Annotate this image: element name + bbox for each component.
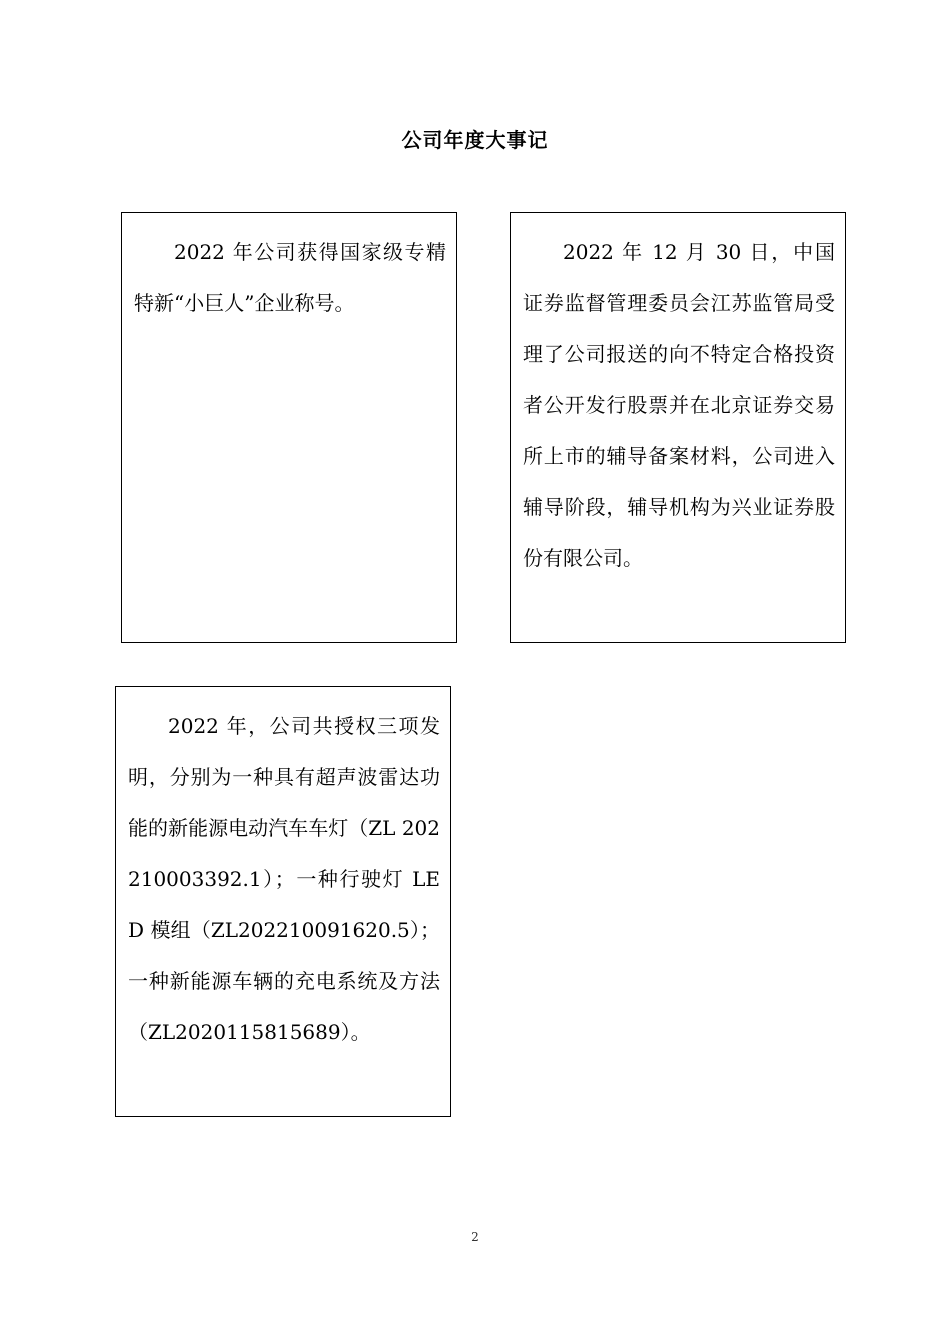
event-text: 2022 年，公司共授权三项发明，分别为一种具有超声波雷达功能的新能源电动汽车车灯（ZL 202210003392.1）；一种行驶灯 LED 模组（ZL202210091620.5）；一种新能源车辆的充电系统及方法（ZL2020115815689）。 [128, 714, 440, 1044]
event-text: 2022 年 12 月 30 日，中国证券监督管理委员会江苏监管局受理了公司报送的向不特定合格投资者公开发行股票并在北京证券交易所上市的辅导备案材料，公司进入辅导阶段，辅导机构为兴业证券股份有限公司。 [523, 240, 835, 570]
event-box-national-little-giant [121, 212, 457, 643]
event-box-ipo-tutoring-filing [510, 212, 846, 643]
page-title: 公司年度大事记 [401, 128, 549, 152]
event-box-invention-patents [115, 686, 451, 1117]
page-number: 2 [471, 1230, 479, 1244]
event-text: 2022 年公司获得国家级专精特新“小巨人”企业称号。 [134, 240, 446, 315]
